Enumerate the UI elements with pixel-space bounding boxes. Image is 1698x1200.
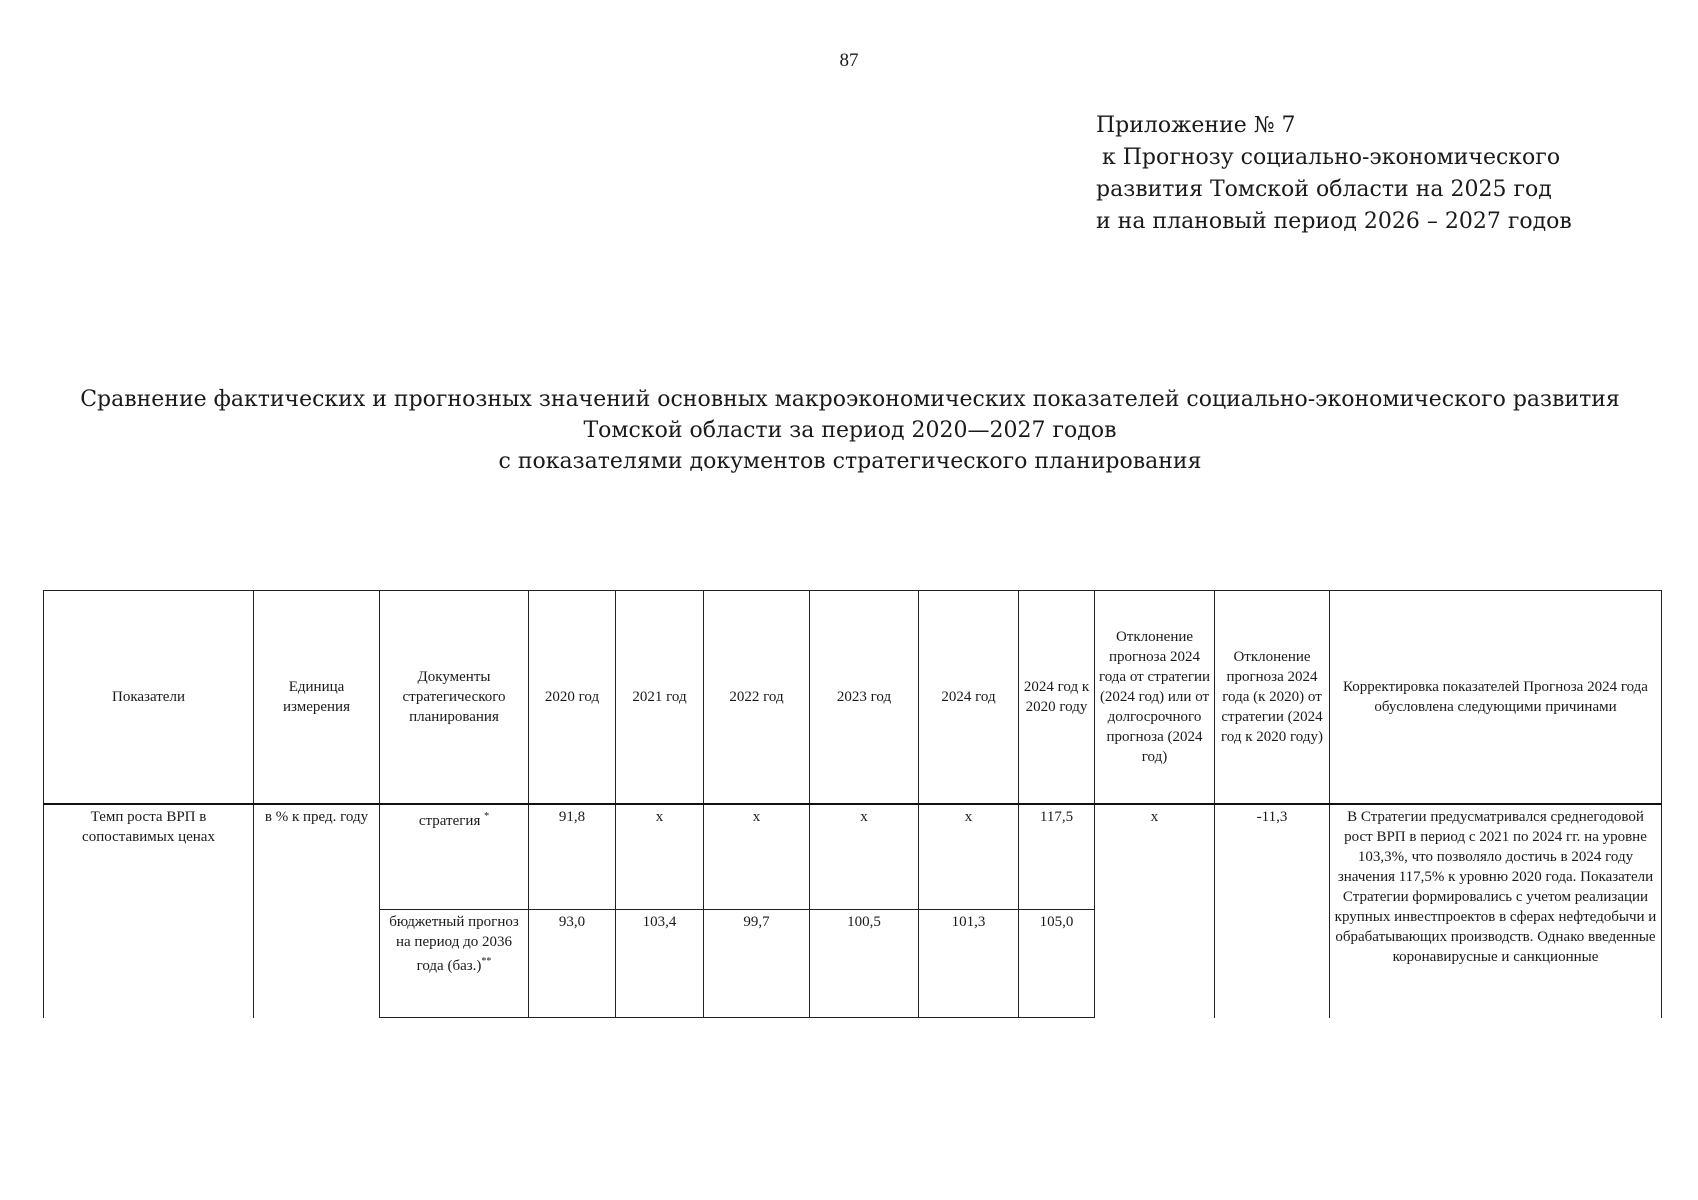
document-cell xyxy=(380,804,529,910)
document-title xyxy=(40,384,1660,477)
table-row xyxy=(44,804,1662,910)
value-cell: 91,8 xyxy=(529,804,616,910)
page-number: 87 xyxy=(839,50,859,71)
header-indicator: Показатели xyxy=(44,591,254,804)
header-2022: 2022 год xyxy=(704,591,810,804)
value-cell: x xyxy=(810,804,919,910)
deviation-strategy-cell: x xyxy=(1095,804,1215,1018)
value-cell: 99,7 xyxy=(704,910,810,1018)
appendix-line: и на плановый период 2026 – 2027 годов xyxy=(1096,209,1572,234)
appendix-line: развития Томской области на 2025 год xyxy=(1096,177,1552,202)
footnote-mark: * xyxy=(484,810,490,822)
header-deviation-strategy: Отклонение прогноза 2024 года от стратегии (2024 год) или от долгосрочного прогноза (2024 год) xyxy=(1095,591,1215,804)
appendix-line: Приложение № 7 xyxy=(1096,113,1296,138)
document-cell xyxy=(380,910,529,1018)
appendix-caption xyxy=(1096,110,1572,238)
document-name: стратегия xyxy=(418,812,481,829)
header-2020: 2020 год xyxy=(529,591,616,804)
document-name: бюджетный прогноз на период до 2036 года (баз.) xyxy=(389,914,519,974)
comparison-table xyxy=(43,590,1662,1018)
header-2021: 2021 год xyxy=(616,591,704,804)
title-line: Сравнение фактических и прогнозных значений основных макроэкономических показателей социально-экономического развития Томской области за период 2020—2027 годов xyxy=(80,387,1620,443)
reason-cell: В Стратегии предусматривался среднегодовой рост ВРП в период с 2021 по 2024 гг. на уровне 103,3%, что позволяло достичь в 2024 году значения 117,5% к уровню 2020 года. Показатели Стратегии формировались с учетом реализации крупных инвестпроектов в сферах нефтедобычи и обрабатывающих производств. Однако введенные коронавирусные и санкционные xyxy=(1330,804,1662,1018)
header-row xyxy=(44,591,1662,804)
value-cell: x xyxy=(704,804,810,910)
header-ratio: 2024 год к 2020 году xyxy=(1019,591,1095,804)
title-line: с показателями документов стратегического планирования xyxy=(498,449,1202,474)
header-2023: 2023 год xyxy=(810,591,919,804)
value-cell: 100,5 xyxy=(810,910,919,1018)
indicator-cell: Темп роста ВРП в сопоставимых ценах xyxy=(44,804,254,1018)
header-unit: Единица измерения xyxy=(254,591,380,804)
value-cell: 93,0 xyxy=(529,910,616,1018)
header-reasons: Корректировка показателей Прогноза 2024 года обусловлена следующими причинами xyxy=(1330,591,1662,804)
value-cell: x xyxy=(616,804,704,910)
deviation-ratio-cell: -11,3 xyxy=(1215,804,1330,1018)
header-deviation-ratio: Отклонение прогноза 2024 года (к 2020) от стратегии (2024 год к 2020 году) xyxy=(1215,591,1330,804)
value-cell: 117,5 xyxy=(1019,804,1095,910)
header-2024: 2024 год xyxy=(919,591,1019,804)
footnote-mark: ** xyxy=(481,956,492,967)
header-documents: Документы стратегического планирования xyxy=(380,591,529,804)
appendix-line: к Прогнозу социально-экономического xyxy=(1102,145,1561,170)
unit-cell: в % к пред. году xyxy=(254,804,380,1018)
value-cell: 103,4 xyxy=(616,910,704,1018)
value-cell: 101,3 xyxy=(919,910,1019,1018)
value-cell: x xyxy=(919,804,1019,910)
value-cell: 105,0 xyxy=(1019,910,1095,1018)
